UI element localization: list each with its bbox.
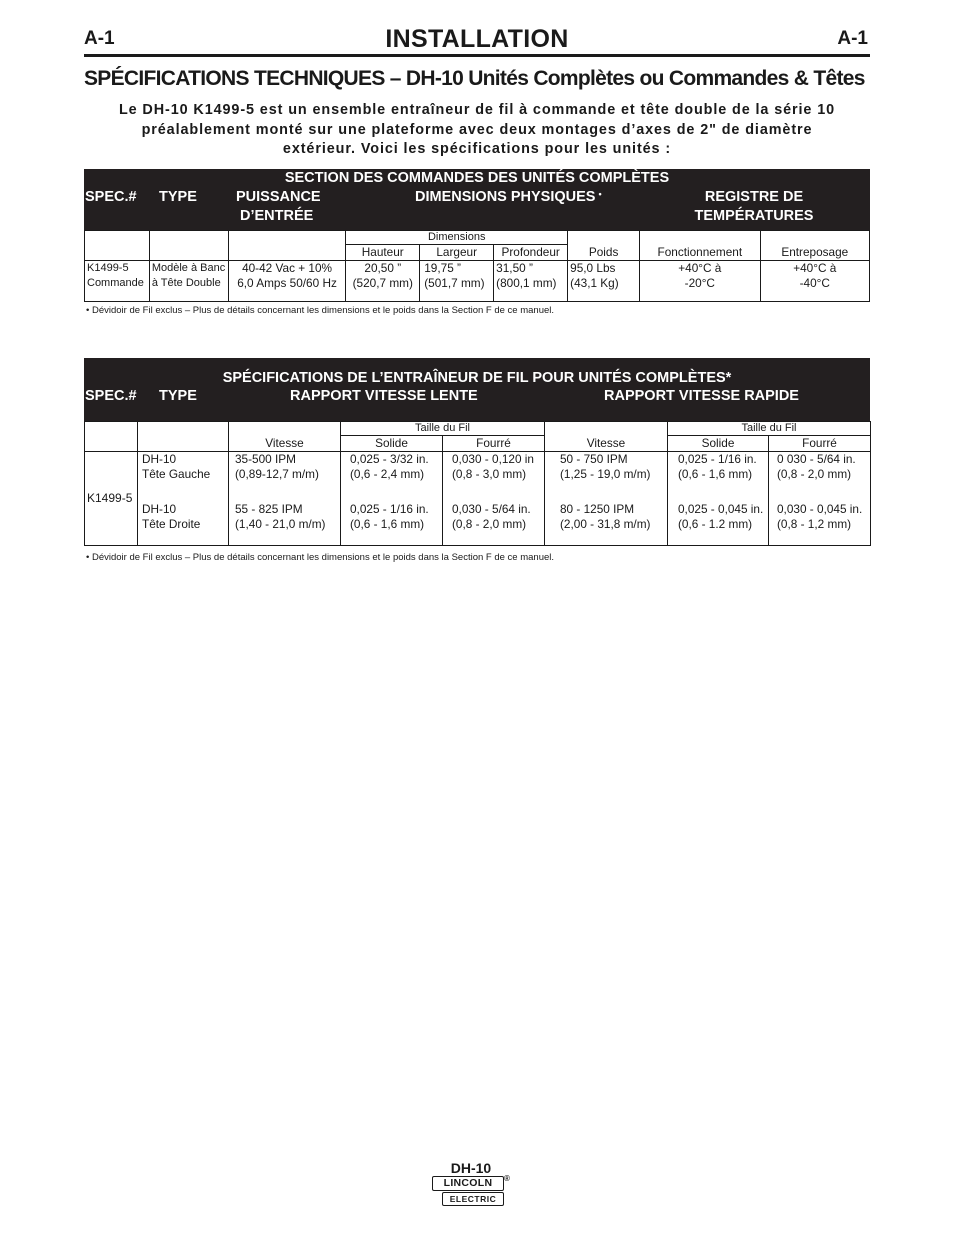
subheader-low-cored: Fourré bbox=[443, 436, 545, 452]
cell-operating bbox=[640, 261, 761, 302]
table2-subheader-row bbox=[85, 422, 871, 436]
cell-width bbox=[420, 261, 494, 302]
cell-line: Modèle à Banc bbox=[151, 262, 226, 274]
cell-low-speed bbox=[229, 499, 341, 546]
subheader-dimensions: Dimensions bbox=[346, 231, 568, 245]
subheader-high-wire-size: Taille du Fil bbox=[668, 422, 871, 436]
cell-line: -40°C bbox=[799, 276, 830, 290]
cell-spec: K1499-5 bbox=[85, 452, 138, 546]
subheader-storage: Entreposage bbox=[760, 231, 869, 261]
blank-cell bbox=[138, 422, 229, 452]
table1-col-temp-line1: REGISTRE DE bbox=[704, 189, 804, 205]
cell-line: (1,25 - 19,0 m/m) bbox=[560, 467, 651, 481]
table2-col-low-ratio: RAPPORT VITESSE LENTE bbox=[290, 388, 478, 404]
subheader-low-speed: Vitesse bbox=[229, 422, 341, 452]
blank-cell bbox=[228, 231, 345, 261]
table-row bbox=[85, 452, 871, 499]
table2-col-type: TYPE bbox=[159, 388, 197, 404]
cell-line: 0,030 - 0,045 in. bbox=[777, 501, 863, 516]
cell-line: Tête Gauche bbox=[142, 467, 211, 481]
table1-col-dimensions bbox=[415, 189, 602, 205]
cell-line: 0 030 - 5/64 in. bbox=[777, 452, 856, 466]
lincoln-electric-logo bbox=[432, 1176, 510, 1207]
section-subtitle: SPÉCIFICATIONS TECHNIQUES – DH-10 Unités Complètes ou Commandes & Têtes bbox=[84, 67, 865, 90]
cell-low-cored bbox=[443, 499, 545, 546]
cell-line: (0,8 - 3,0 mm) bbox=[452, 467, 527, 481]
subheader-high-cored: Fourré bbox=[769, 436, 871, 452]
cell-line: (43,1 Kg) bbox=[570, 276, 619, 290]
blank-cell bbox=[85, 422, 138, 452]
cell-line: K1499-5 bbox=[87, 262, 129, 274]
cell-line: 55 - 825 IPM bbox=[235, 501, 303, 516]
table1-body bbox=[84, 230, 870, 302]
cell-line: 0,025 - 0,045 in. bbox=[678, 501, 764, 516]
table1-col-type: TYPE bbox=[159, 189, 197, 205]
cell-line: -20°C bbox=[684, 276, 715, 290]
cell-line: 0,025 - 1/16 in. bbox=[350, 501, 429, 516]
subheader-depth: Profondeur bbox=[494, 245, 568, 261]
cell-line: (2,00 - 31,8 m/m) bbox=[560, 516, 651, 531]
cell-line: 6,0 Amps 50/60 Hz bbox=[237, 276, 337, 290]
footer-model: DH-10 bbox=[450, 1160, 492, 1176]
cell-line: 0,030 - 5/64 in. bbox=[452, 501, 531, 516]
cell-line: (0,6 - 1,6 mm) bbox=[350, 516, 425, 531]
table2-body bbox=[84, 421, 871, 546]
cell-type bbox=[138, 452, 229, 499]
table2-header bbox=[84, 358, 870, 421]
cell-line: 19,75 ” bbox=[424, 261, 461, 275]
cell-storage bbox=[760, 261, 869, 302]
table1-header bbox=[84, 169, 870, 230]
table1-title: SECTION DES COMMANDES DES UNITÉS COMPLÈTES bbox=[284, 170, 670, 186]
table1-col-power-line2: D’ENTRÉE bbox=[240, 208, 314, 224]
cell-high-cored bbox=[769, 452, 871, 499]
subheader-low-solid: Solide bbox=[341, 436, 443, 452]
cell-line: 0,030 - 0,120 in bbox=[452, 452, 534, 466]
table1-col-temp-line2: TEMPÉRATURES bbox=[694, 208, 814, 224]
table1-subheader-row bbox=[85, 231, 870, 245]
cell-line: Commande bbox=[87, 277, 144, 289]
subheader-weight: Poids bbox=[568, 231, 640, 261]
intro-line: extérieur. Voici les spécifications pour les unités : bbox=[282, 141, 672, 157]
table2-col-high-ratio: RAPPORT VITESSE RAPIDE bbox=[604, 388, 799, 404]
subheader-height: Hauteur bbox=[346, 245, 420, 261]
cell-high-cored bbox=[769, 499, 871, 546]
intro-paragraph bbox=[84, 101, 870, 160]
table-row bbox=[85, 261, 870, 302]
page-number-right: A-1 bbox=[837, 28, 868, 49]
cell-depth bbox=[494, 261, 568, 302]
cell-line: 0,025 - 3/32 in. bbox=[350, 452, 429, 466]
cell-line: à Tête Double bbox=[151, 277, 221, 289]
cell-line: (0,8 - 2,0 mm) bbox=[452, 516, 527, 531]
cell-high-speed bbox=[545, 452, 668, 499]
cell-line: (0,6 - 2,4 mm) bbox=[350, 467, 425, 481]
logo-bottom-label: ELECTRIC bbox=[442, 1192, 504, 1206]
cell-line: (0,6 - 1,6 mm) bbox=[678, 467, 753, 481]
cell-line: +40°C à bbox=[678, 261, 722, 275]
cell-line: DH-10 bbox=[142, 452, 177, 466]
subheader-low-wire-size: Taille du Fil bbox=[341, 422, 545, 436]
cell-high-solid bbox=[668, 452, 769, 499]
cell-line: 0,025 - 1/16 in. bbox=[678, 452, 757, 466]
cell-high-solid bbox=[668, 499, 769, 546]
cell-line: 80 - 1250 IPM bbox=[560, 501, 635, 516]
subheader-high-speed: Vitesse bbox=[545, 422, 668, 452]
blank-cell bbox=[149, 231, 228, 261]
cell-line: (0,6 - 1.2 mm) bbox=[678, 516, 753, 531]
page-number-left: A-1 bbox=[84, 28, 115, 49]
cell-line: 40-42 Vac + 10% bbox=[242, 261, 333, 275]
cell-line: (0,89-12,7 m/m) bbox=[235, 467, 319, 481]
table2-title: SPÉCIFICATIONS DE L’ENTRAÎNEUR DE FIL POUR UNITÉS COMPLÈTES* bbox=[222, 370, 732, 386]
cell-line: 35-500 IPM bbox=[235, 452, 296, 466]
intro-line: Le DH-10 K1499-5 est un ensemble entraîneur de fil à commande et tête double de la série 10 bbox=[118, 102, 836, 118]
cell-low-speed bbox=[229, 452, 341, 499]
logo-top-label: LINCOLN bbox=[432, 1176, 504, 1191]
cell-type bbox=[149, 261, 228, 302]
blank-cell bbox=[85, 231, 150, 261]
cell-low-solid bbox=[341, 452, 443, 499]
cell-line: (0,8 - 1,2 mm) bbox=[777, 516, 852, 531]
subheader-operating: Fonctionnement bbox=[640, 231, 761, 261]
table1-col-power-line1: PUISSANCE bbox=[236, 189, 321, 205]
cell-line: (0,8 - 2,0 mm) bbox=[777, 467, 852, 481]
intro-line: préalablement monté sur une plateforme avec deux montages d’axes de 2" de diamètre bbox=[141, 121, 813, 138]
cell-line: (1,40 - 21,0 m/m) bbox=[235, 516, 326, 531]
cell-line: (501,7 mm) bbox=[424, 276, 485, 290]
cell-low-cored bbox=[443, 452, 545, 499]
cell-power bbox=[228, 261, 345, 302]
title-rule bbox=[84, 54, 870, 57]
cell-line: DH-10 bbox=[142, 501, 177, 516]
page-title: INSTALLATION bbox=[385, 25, 569, 53]
cell-weight bbox=[568, 261, 640, 302]
table1-col-spec: SPEC.# bbox=[85, 189, 137, 205]
table-row bbox=[85, 499, 871, 546]
cell-height bbox=[346, 261, 420, 302]
cell-line: 50 - 750 IPM bbox=[560, 452, 628, 466]
cell-line: Tête Droite bbox=[142, 516, 201, 531]
subheader-width: Largeur bbox=[420, 245, 494, 261]
table1-footnote: • Dévidoir de Fil exclus – Plus de détails concernant les dimensions et le poids dans la Section F de ce manuel. bbox=[86, 305, 555, 316]
cell-line: (800,1 mm) bbox=[496, 276, 557, 290]
registered-mark: ® bbox=[504, 1174, 510, 1183]
cell-high-speed bbox=[545, 499, 668, 546]
cell-type bbox=[138, 499, 229, 546]
cell-line: 31,50 ” bbox=[496, 261, 533, 275]
cell-line: 95,0 Lbs bbox=[570, 261, 616, 275]
bullet-icon: • bbox=[598, 189, 602, 199]
subheader-high-solid: Solide bbox=[668, 436, 769, 452]
cell-line: (520,7 mm) bbox=[352, 276, 413, 290]
table2-footnote: • Dévidoir de Fil exclus – Plus de détails concernant les dimensions et le poids dans la Section F de ce manuel. bbox=[86, 552, 555, 563]
table2-col-spec: SPEC.# bbox=[85, 388, 137, 404]
cell-spec bbox=[85, 261, 150, 302]
cell-line: 20,50 ” bbox=[364, 261, 402, 275]
cell-line: +40°C à bbox=[793, 261, 837, 275]
cell-low-solid bbox=[341, 499, 443, 546]
table1-col-dimensions-label: DIMENSIONS PHYSIQUES bbox=[415, 189, 596, 205]
